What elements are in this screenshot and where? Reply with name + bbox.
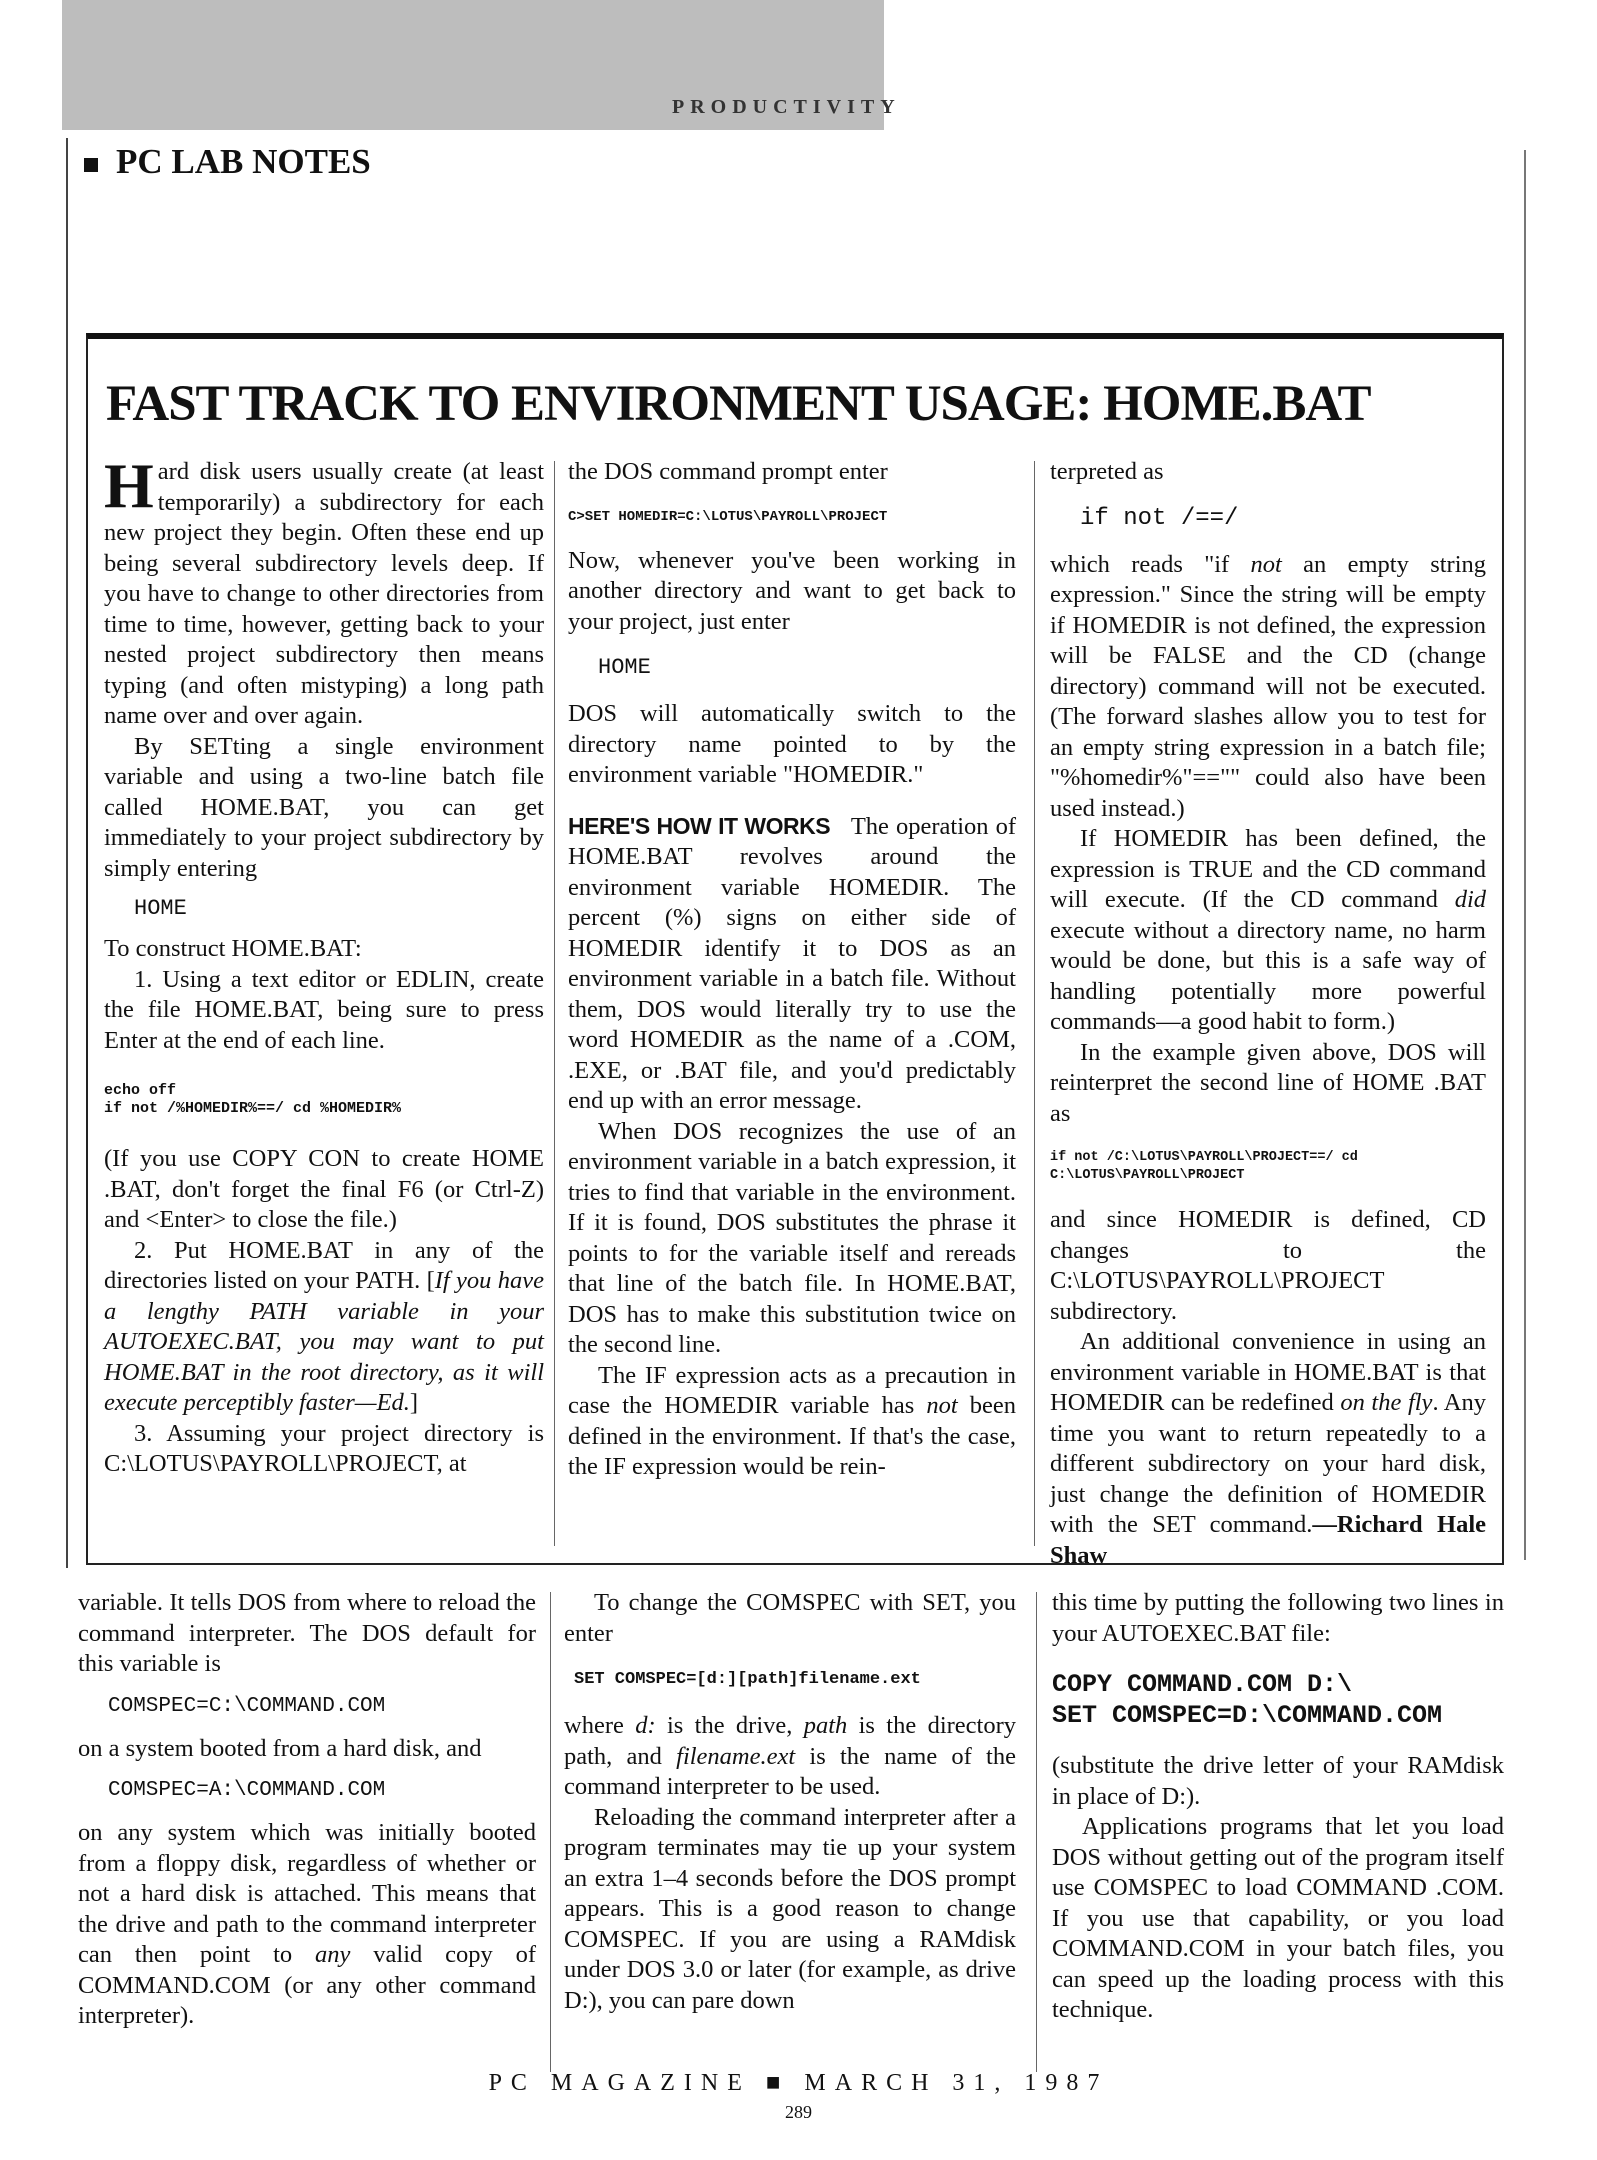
paragraph-text: an empty string expression." Since the string will be empty if HOMEDIR is not defined, the expression will be FALSE and the CD (change directory) command will not be executed. (The forward slashes allow you to test for an empty string expression in a batch file; "%homedir%"=="" could also have been used instead.): [1050, 550, 1486, 822]
emphasis: path: [803, 1712, 848, 1739]
paragraph: To construct HOME.BAT:: [104, 935, 362, 962]
column-divider: [1034, 461, 1035, 1546]
emphasis: filename.ext: [676, 1742, 796, 1770]
paragraph-text: on any system which was initially booted from a floppy disk, regardless of whether or not a hard disk is attached. This means that the drive and path to the command interpreter can then point to: [78, 1819, 536, 1968]
footer-masthead: PC MAGAZINE ■ MARCH 31, 1987: [488, 2070, 1109, 2096]
paragraph: this time by putting the following two lines in your AUTOEXEC.BAT file:: [1052, 1589, 1504, 1647]
paragraph-text: The operation of HOME.BAT revolves around the environment variable HOMEDIR. The percent (%) signs on either side of HOMEDIR identify it to DOS as an environment variable in a batch file. Without them, DOS would literally try to use the word HOMEDIR as the name of a .COM, .EXE, or .BAT file, and you'd predictably end up with an error message.: [568, 812, 1016, 1114]
drop-cap: H: [104, 450, 154, 521]
subhead: HERE'S HOW IT WORKS: [568, 812, 831, 839]
paragraph: When DOS recognizes the use of an environment variable in a batch expression, it tries to find that variable in the environment. If it is found, DOS substitutes the phrase it points to for the variable itself and rereads that line of the batch file. In HOME.BAT, DOS has to make this substitution twice on the second line.: [568, 1117, 1016, 1358]
emphasis: did: [1454, 886, 1486, 913]
paragraph-text: is the drive,: [655, 1712, 804, 1739]
paragraph-text: An additional convenience in using an environment variable in HOME.BAT is that HOMEDIR can be redefined: [1050, 1328, 1486, 1416]
paragraph: [78, 1818, 536, 2032]
column-divider: [554, 461, 555, 1546]
paragraph-text: is the name of the command interpreter to be used.: [564, 1742, 1016, 1800]
paragraph-text: been defined in the environment. If that's the case, the IF expression would be rein-: [568, 1392, 1016, 1480]
emphasis: on the fly: [1340, 1389, 1433, 1416]
paragraph: DOS will automatically switch to the directory name pointed to by the environment variable "HOMEDIR.": [568, 700, 1016, 788]
code-line: COMSPEC=C:\COMMAND.COM: [108, 1694, 386, 1718]
emphasis: not: [1250, 550, 1282, 578]
code-line: HOME: [598, 655, 651, 680]
paragraph: [1050, 550, 1486, 825]
column-header: [84, 142, 371, 182]
paragraph-text: execute without a directory name, no harm would be done, but this is a safe way of handling potentially more powerful commands—a good habit to form.): [1050, 916, 1486, 1035]
paragraph: [568, 1361, 1016, 1483]
column-divider: [1036, 1592, 1037, 2072]
square-bullet-icon: [84, 158, 98, 172]
paragraph: the DOS command prompt enter: [568, 458, 888, 485]
paragraph: 3. Assuming your project directory is C:\LOTUS\PAYROLL\PROJECT, at: [104, 1419, 544, 1477]
paragraph: Now, whenever you've been working in another directory and want to get back to your project, just enter: [568, 546, 1016, 635]
paragraph: [1050, 1327, 1486, 1571]
paragraph: [1050, 824, 1486, 1038]
paragraph: (If you use COPY CON to create HOME .BAT, don't forget the final F6 (or Ctrl-Z) and <Enter> to close the file.): [104, 1145, 544, 1233]
paragraph: 1. Using a text editor or EDLIN, create the file HOME.BAT, being sure to press Enter at the end of each line.: [104, 965, 544, 1054]
byline: —Richard Hale Shaw: [1050, 1511, 1486, 1569]
paragraph: By SETting a single environment variable and using a two-line batch file called HOME.BAT, you can get immediately to your project subdirectory by simply entering: [104, 732, 544, 882]
page-number: 289: [785, 2102, 812, 2122]
section-label: PRODUCTIVITY: [672, 96, 901, 118]
sidebar-column-3: [1050, 457, 1486, 1571]
article-column-1: [78, 1588, 536, 2032]
right-rule: [1524, 150, 1526, 1560]
emphasis: d:: [635, 1712, 656, 1739]
paragraph: Reloading the command interpreter after a program terminates may tie up your system an extra 1–4 seconds before the DOS prompt appears. This is a good reason to change COMSPEC. If you are using a RAMdisk under DOS 3.0 or later (for example, as drive D:), you can pare down: [564, 1803, 1016, 2014]
left-rule: [66, 138, 68, 1568]
paragraph: [104, 450, 544, 732]
sidebar-box: [86, 333, 1504, 1569]
code-line: SET COMSPEC=[d:][path]filename.ext: [574, 1670, 921, 1689]
code-block: if not /C:\LOTUS\PAYROLL\PROJECT==/ cd C:\LOTUS\PAYROLL\PROJECT: [1050, 1150, 1358, 1183]
article-column-2: [564, 1588, 1016, 2016]
paragraph-text: If HOMEDIR has been defined, the expression is TRUE and the CD command will execute. (If the CD command: [1050, 825, 1486, 913]
code-line: COMSPEC=A:\COMMAND.COM: [108, 1779, 386, 1802]
paragraph: on a system booted from a hard disk, and: [78, 1734, 482, 1762]
sidebar-column-2: [568, 457, 1016, 1483]
paragraph: [568, 811, 1016, 1117]
paragraph: [104, 1236, 544, 1419]
code-line: if not /==/: [1080, 504, 1239, 532]
paragraph-text: The IF expression acts as a precaution in case the HOMEDIR variable has: [568, 1361, 1016, 1419]
paragraph: To change the COMSPEC with SET, you enter: [564, 1589, 1016, 1647]
paragraph-text: ]: [409, 1389, 419, 1416]
paragraph: Applications programs that let you load DOS without getting out of the program itself use COMSPEC to load COMMAND .COM. If you use that capability, or you load COMMAND.COM in your batch files, you can speed up the loading process with this technique.: [1052, 1813, 1504, 2023]
paragraph: In the example given above, DOS will reinterpret the second line of HOME .BAT as: [1050, 1038, 1486, 1127]
paragraph-text: . Any time you want to return repeatedly to a different subdirectory on your hard disk, just change the definition of HOMEDIR with the SET command.: [1050, 1389, 1486, 1538]
article-column-3: [1052, 1588, 1504, 2026]
paragraph-text: which reads "if: [1050, 550, 1251, 578]
paragraph: [564, 1711, 1016, 1803]
paragraph-text: is the directory path, and: [564, 1712, 1016, 1770]
paragraph: variable. It tells DOS from where to reload the command interpreter. The DOS default for this variable is: [78, 1589, 536, 1677]
paragraph-text: where: [564, 1712, 636, 1739]
sidebar-column-1: [104, 450, 544, 1480]
paragraph: and since HOMEDIR is defined, CD changes to the C:\LOTUS\PAYROLL\PROJECT subdirectory.: [1050, 1206, 1486, 1325]
paragraph-text: 2. Put HOME.BAT in any of the directories listed on your PATH. [: [104, 1236, 544, 1294]
sidebar-title: FAST TRACK TO ENVIRONMENT USAGE: HOME.BAT: [106, 376, 1371, 432]
paragraph: terpreted as: [1050, 458, 1164, 485]
column-name: PC LAB NOTES: [116, 142, 371, 181]
column-divider: [550, 1592, 551, 2072]
paragraph: (substitute the drive letter of your RAMdisk in place of D:).: [1052, 1752, 1504, 1810]
code-line: C>SET HOMEDIR=C:\LOTUS\PAYROLL\PROJECT: [568, 508, 888, 525]
code-block: echo off if not /%HOMEDIR%==/ cd %HOMEDIR%: [104, 1082, 402, 1117]
paragraph-text: valid copy of COMMAND.COM (or any other command interpreter).: [78, 1941, 536, 2029]
paragraph-text: ard disk users usually create (at least temporarily) a subdirectory for each new project they begin. Often these end up being several subdirectory levels deep. If you have to change to other directories from time to time, however, getting back to your nested project subdirectory then means typing (and often mistyping) a long path name over and over again.: [104, 458, 544, 729]
emphasis: not: [926, 1392, 958, 1419]
code-line: HOME: [134, 896, 187, 921]
code-block: COPY COMMAND.COM D:\ SET COMSPEC=D:\COMMAND.COM: [1052, 1670, 1443, 1730]
editor-note: If you have a lengthy PATH variable in your AUTOEXEC.BAT, you may want to put HOME.BAT in the root directory, as it will execute perceptibly faster—Ed.: [104, 1267, 544, 1416]
emphasis: any: [315, 1941, 351, 1968]
